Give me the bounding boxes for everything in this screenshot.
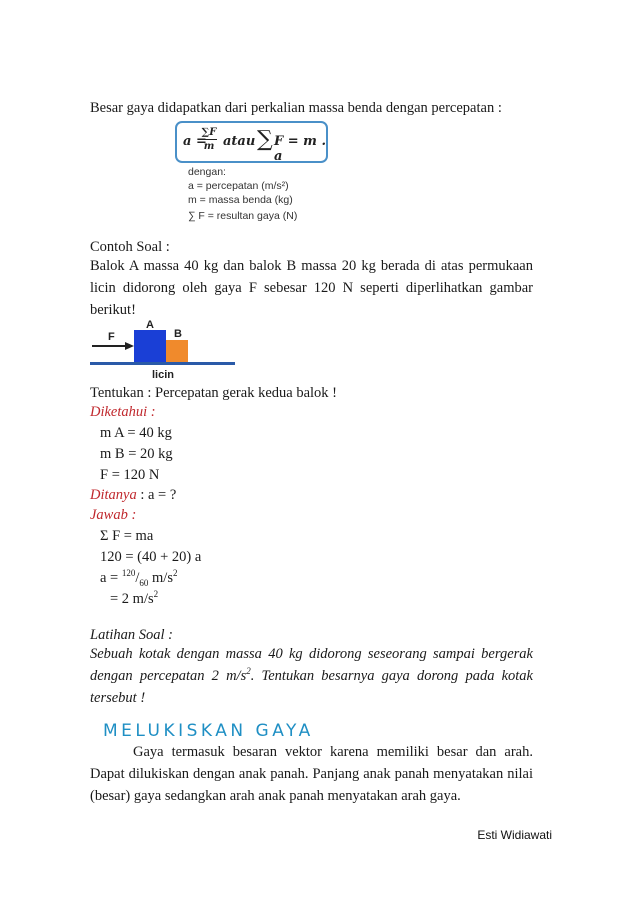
jawab-line-4 [90, 590, 158, 609]
section-heading: MELUKISKAN GAYA [103, 721, 314, 741]
jawab-line-1: Σ F = ma [100, 528, 154, 544]
label-a: A [146, 319, 154, 331]
jawab-line-3 [90, 569, 177, 588]
latihan-text [90, 643, 533, 709]
legend-line-f: ∑ F = resultan gaya (N) [188, 210, 298, 222]
contoh-text: Balok A massa 40 kg dan balok B massa 20 kg berada di atas permukaan licin didorong oleh gaya F sebesar 120 N seperti diperlihatkan gambar berikut! [90, 258, 533, 318]
diketahui-item: m B = 20 kg [100, 446, 173, 462]
formula-fraction [201, 126, 217, 153]
diketahui-item: F = 120 N [100, 467, 160, 483]
formula-sum-symbol: ∑ [257, 127, 273, 152]
block-a [134, 330, 166, 362]
latihan-pre: Sebuah kotak dengan massa 40 kg didorong seseorang sampai bergerak dengan percepatan 2 m/s [90, 646, 533, 684]
intro-text: Besar gaya didapatkan dari perkalian massa benda dengan percepatan : [90, 100, 502, 116]
jawab-l3-exp: 2 [172, 568, 178, 579]
formula-denominator: m [201, 139, 217, 153]
jawab-line-2: 120 = (40 + 20) a [100, 549, 202, 565]
ditanya-label: Ditanya [90, 487, 137, 503]
legend-line-a: a = percepatan (m/s²) [188, 180, 289, 192]
formula-rhs: F = m . a [274, 134, 326, 164]
block-b [166, 340, 188, 362]
contoh-label: Contoh Soal : [90, 239, 170, 255]
footer-author: Esti Widiawati [477, 828, 552, 842]
jawab-l4-exp: 2 [153, 589, 159, 600]
diketahui-item: m A = 40 kg [100, 425, 172, 441]
jawab-label: Jawab : [90, 507, 137, 523]
body-paragraph: Gaya termasuk besaran vektor karena memiliki besar dan arah. Dapat dilukiskan dengan anak panah. Panjang anak panah menyatakan nilai (besar) gaya sedangkan arah anak panah menyatakan arah gaya. [90, 744, 533, 804]
blocks-diagram [90, 318, 235, 380]
formula-a-eq: a = [183, 134, 207, 149]
formula-atau: atau [223, 134, 256, 149]
label-b: B [174, 328, 182, 340]
latihan-post: . Tentukan besarnya gaya dorong pada kotak tersebut ! [90, 668, 533, 706]
formula-numerator: ∑F [201, 127, 217, 138]
diketahui-label: Diketahui : [90, 404, 156, 420]
jawab-l3-slash: / [135, 570, 140, 586]
jawab-l3-den: 60 [139, 577, 149, 588]
latihan-exp: 2 [246, 666, 251, 677]
question-text: Tentukan : Percepatan gerak kedua balok ! [90, 385, 337, 401]
jawab-l4-pre: = 2 m/s [110, 591, 154, 607]
jawab-l3-num: 120 [121, 568, 136, 579]
legend-line-m: m = massa benda (kg) [188, 194, 293, 206]
ditanya-text: : a = ? [140, 487, 177, 503]
formula-box [175, 121, 328, 163]
jawab-l3-pre: a = [100, 570, 122, 586]
label-f: F [108, 331, 115, 343]
floor-line [90, 362, 235, 365]
label-licin: licin [152, 369, 175, 380]
jawab-l3-unit: m/s [148, 570, 173, 586]
ditanya-line [90, 486, 176, 505]
latihan-label: Latihan Soal : [90, 627, 173, 643]
legend-heading: dengan: [188, 166, 226, 178]
force-arrow-head-icon [125, 342, 134, 350]
